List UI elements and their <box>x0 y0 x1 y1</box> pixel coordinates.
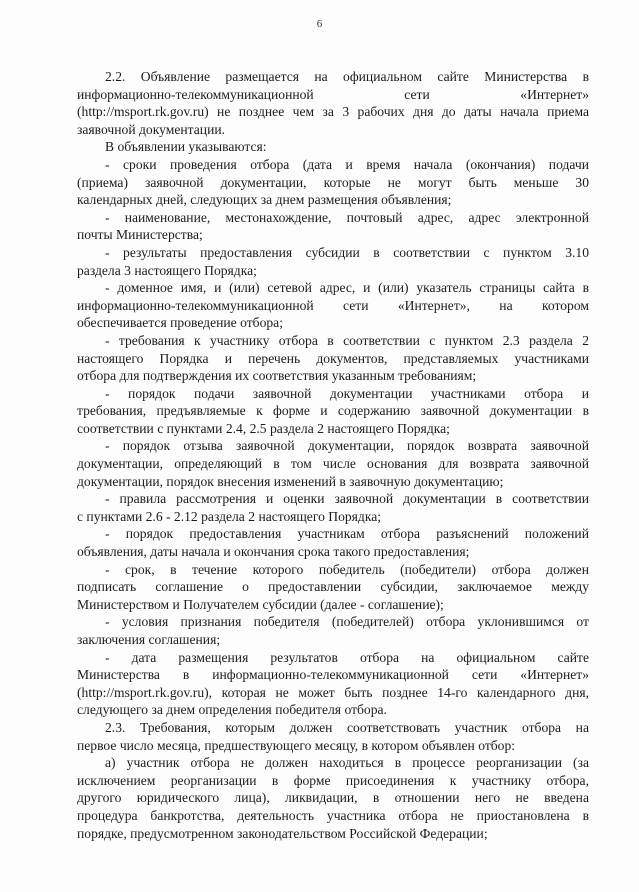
text-line: объявления, даты начала и окончания срока такого предоставления; <box>77 544 470 560</box>
text-line: исключением реорганизации в форме присоединения к участнику отбора, <box>77 772 589 788</box>
text-line: Министерства в информационно-телекоммуникационной сети «Интернет» <box>77 667 589 683</box>
text-line: (приема) заявочной документации, которые не могут быть меньше 30 <box>77 174 589 190</box>
text-line: - результаты предоставления субсидии в соответствии с пунктом 3.10 <box>105 244 589 260</box>
text-line: - сроки проведения отбора (дата и время начала (окончания) подачи <box>105 156 589 172</box>
text-line: 2.2. Объявление размещается на официальном сайте Министерства в <box>105 69 589 84</box>
text-line: требования, предъявляемые к форме и содержанию заявочной документации в <box>77 403 589 419</box>
text-line: отбора для подтверждения их соответствия указанным требованиям; <box>77 368 477 384</box>
text-line: заключения соглашения; <box>77 632 221 647</box>
text-line: соответствии с пунктами 2.4, 2.5 раздела 2 настоящего Порядка; <box>77 420 450 436</box>
page-number: 6 <box>316 18 323 30</box>
text-line: - правила рассмотрения и оценки заявочной документации в соответствии <box>105 491 589 507</box>
text-line: - доменное имя, и (или) сетевой адрес, и (или) указатель страницы сайта в <box>105 280 589 296</box>
text-line: 2.3. Требования, которым должен соответствовать участник отбора на <box>105 719 589 735</box>
text-line: документации, порядок внесения изменений в заявочную документацию; <box>77 473 504 489</box>
text-line: (http://msport.rk.gov.ru) не позднее чем за 3 рабочих дня до даты начала приема <box>77 104 589 120</box>
text-line: документации, определяющий в том числе основания для возврата заявочной <box>77 456 589 472</box>
text-line: - срок, в течение которого победитель (победители) отбора должен <box>105 561 589 577</box>
text-line: другого юридического лица), ликвидации, в отношении него не введена <box>77 790 589 806</box>
text-line: настоящего Порядка и перечень документов, представляемых участниками <box>77 350 589 366</box>
text-line: а) участник отбора не должен находиться в процессе реорганизации (за <box>105 755 589 771</box>
text-line: В объявлении указываются: <box>105 139 267 155</box>
text-line: порядке, предусмотренном законодательством Российской Федерации; <box>77 825 488 841</box>
text-line: подписать соглашение о предоставлении субсидии, заключаемое между <box>77 579 589 595</box>
text-line: обеспечивается проведение отбора; <box>77 315 283 331</box>
document-body <box>77 68 589 842</box>
text-line: - требования к участнику отбора в соответствии с пунктом 2.3 раздела 2 <box>105 332 589 348</box>
text-line: с пунктами 2.6 - 2.12 раздела 2 настоящего Порядка; <box>77 508 382 524</box>
text-line: - порядок подачи заявочной документации участниками отбора и <box>105 385 589 401</box>
text-line: раздела 3 настоящего Порядка; <box>77 262 257 278</box>
text-line: заявочной документации. <box>77 121 226 137</box>
text-line: почты Министерства; <box>77 227 203 243</box>
text-line: - порядок отзыва заявочной документации, порядок возврата заявочной <box>105 438 589 454</box>
text-line: информационно-телекоммуникационной сети «Интернет» <box>77 86 589 102</box>
text-line: календарных дней, следующих за днем размещения объявления; <box>77 192 452 208</box>
text-line: Министерством и Получателем субсидии (далее - соглашение); <box>77 596 444 612</box>
text-line: - порядок предоставления участникам отбора разъяснений положений <box>105 526 589 542</box>
text-line: информационно-телекоммуникационной сети «Интернет», на котором <box>77 297 589 313</box>
text-line: - условия признания победителя (победителей) отбора уклонившимся от <box>105 614 589 630</box>
text-line: - наименование, местонахождение, почтовый адрес, адрес электронной <box>105 209 589 225</box>
text-line: следующего за днем определения победителя отбора. <box>77 702 387 718</box>
text-line: (http://msport.rk.gov.ru), которая не может быть позднее 14-го календарного дня, <box>77 684 589 700</box>
text-line: - дата размещения результатов отбора на официальном сайте <box>105 649 589 665</box>
text-line: процедура банкротства, деятельность участника отбора не приостановлена в <box>77 807 589 823</box>
text-line: первое число месяца, предшествующего месяцу, в котором объявлен отбор: <box>77 737 516 753</box>
